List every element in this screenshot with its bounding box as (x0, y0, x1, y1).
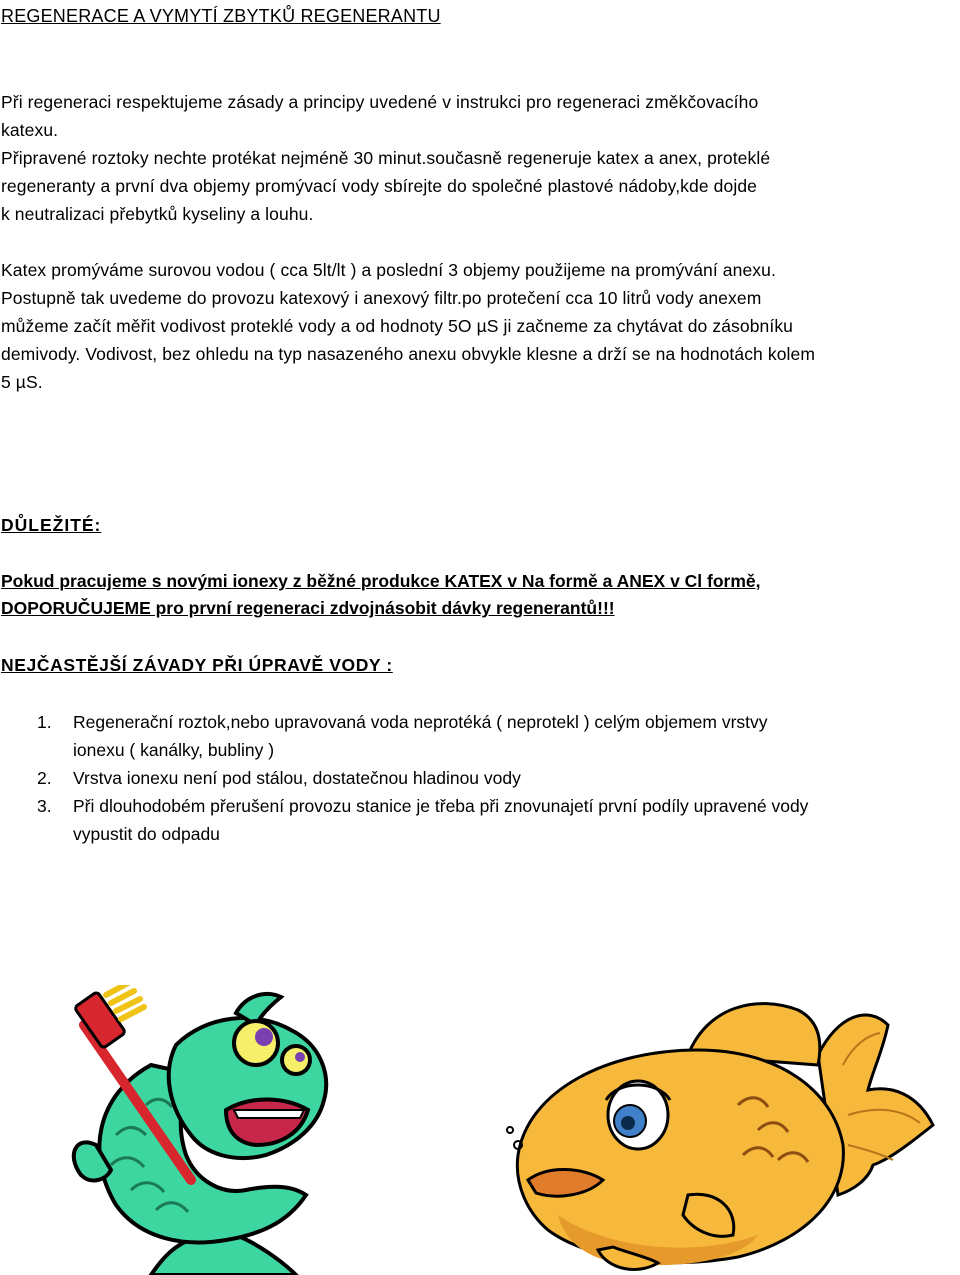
green-fish-teeth (234, 1110, 304, 1118)
paragraph-rinsing (1, 256, 959, 396)
warning-line: Pokud pracujeme s novými ionexy z běžné produkce KATEX v Na formě a ANEX v Cl formě, (1, 571, 761, 591)
list-item-line: Regenerační roztok,nebo upravovaná voda neprotéká ( neprotekl ) celým objemem vrstvy (73, 712, 768, 732)
paragraph-line: k neutralizaci přebytků kyseliny a louhu. (1, 204, 314, 224)
list-item-number: 2. (37, 768, 52, 788)
paragraph-line: Katex promýváme surovou vodou ( cca 5lt/lt ) a poslední 3 objemy použijeme na promývání anexu. (1, 260, 776, 280)
green-fish-illustration (56, 985, 356, 1275)
paragraph-line: regeneranty a první dva objemy promývací vody sbírejte do společné plastové nádoby,kde dojde (1, 176, 757, 196)
important-warning (1, 568, 959, 622)
paragraph-line: demivody. Vodivost, bez ohledu na typ nasazeného anexu obvykle klesne a drží se na hodnotách kolem (1, 344, 816, 364)
paragraph-line: katexu. (1, 120, 59, 140)
list-item (0, 764, 960, 792)
paragraph-line: Při regeneraci respektujeme zásady a principy uvedené v instrukci pro regeneraci změkčovacího (1, 92, 759, 112)
list-item (0, 708, 960, 764)
warning-line: DOPORUČUJEME pro první regeneraci zdvojnásobit dávky regenerantů!!! (1, 598, 615, 618)
paragraph-line: Připravené roztoky nechte protékat nejméně 30 minut.současně regeneruje katex a anex, proteklé (1, 148, 771, 168)
gold-fish-illustration (488, 995, 956, 1275)
paragraph-line: můžeme začít měřit vodivost proteklé vody a od hodnoty 5O µS ji začneme za chytávat do zásobníku (1, 316, 794, 336)
paragraph-regeneration (1, 88, 959, 228)
list-item-number: 3. (37, 796, 52, 816)
document-title: REGENERACE A VYMYTÍ ZBYTKŮ REGENERANTU (1, 6, 441, 26)
list-item-line: vypustit do odpadu (73, 824, 220, 844)
green-fish-eye-left (234, 1021, 278, 1065)
list-item-number: 1. (37, 712, 52, 732)
gold-fish-pupil-core (621, 1116, 635, 1130)
paragraph-line: Postupně tak uvedeme do provozu katexový i anexový filtr.po protečení cca 10 litrů vody anexem (1, 288, 762, 308)
green-fish-pupil-left (255, 1028, 273, 1046)
important-heading: DŮLEŽITÉ: (1, 515, 102, 535)
list-item-line: ionexu ( kanálky, bubliny ) (73, 740, 275, 760)
list-item-line: Při dlouhodobém přerušení provozu stanice je třeba při znovunajetí první podíly upravené vody (73, 796, 809, 816)
paragraph-line: 5 µS. (1, 372, 43, 392)
faults-list (0, 708, 960, 848)
list-item-line: Vrstva ionexu není pod stálou, dostatečnou hladinou vody (73, 768, 521, 788)
gold-fish-bubble (507, 1127, 513, 1133)
list-item (0, 792, 960, 848)
faults-heading: NEJČASTĚJŠÍ ZÁVADY PŘI ÚPRAVĚ VODY : (1, 655, 393, 675)
green-fish-pupil-right (295, 1052, 305, 1062)
